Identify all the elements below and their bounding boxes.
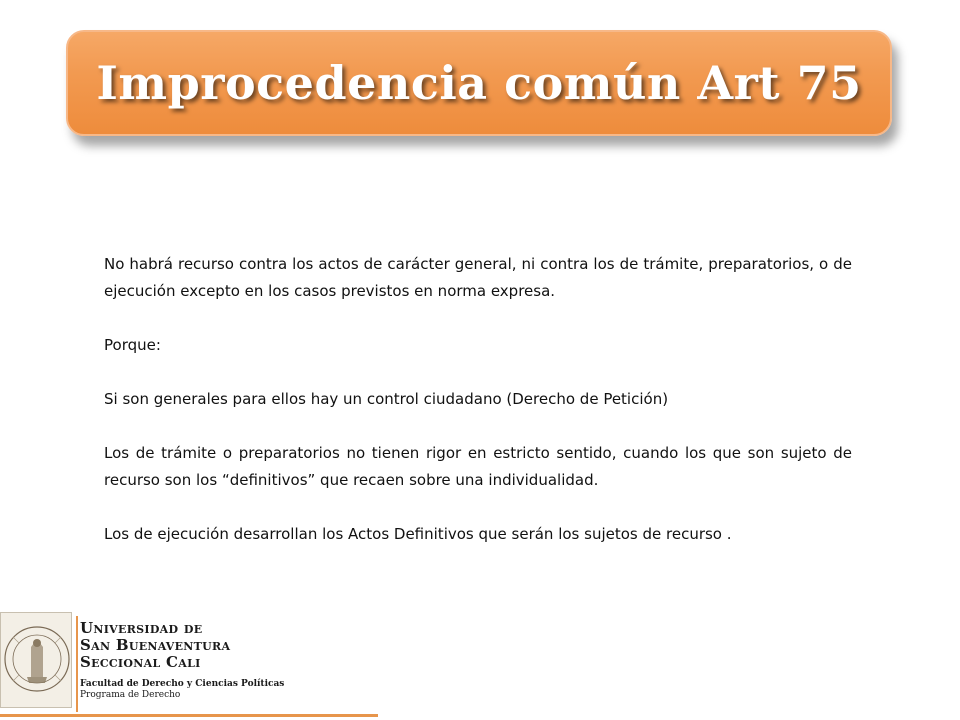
paragraph-intro: No habrá recurso contra los actos de carácter general, ni contra los de trámite, preparatorios, o de ejecución excepto en los casos previstos en norma expresa. — [104, 255, 852, 300]
program-name: Programa de Derecho — [80, 690, 181, 700]
paragraph-porque: Porque: — [104, 336, 161, 354]
logo-divider-vertical — [76, 616, 78, 712]
university-line-3: Seccional Cali — [80, 653, 201, 671]
university-name — [80, 620, 284, 701]
slide-title: Improcedencia común Art 75 — [96, 56, 862, 110]
university-line-2: San Buenaventura — [80, 636, 231, 654]
paragraph-ejecucion: Los de ejecución desarrollan los Actos Definitivos que serán los sujetos de recurso . — [104, 525, 732, 543]
logo-divider-horizontal — [0, 714, 378, 717]
slide-body — [104, 251, 852, 575]
title-banner — [66, 30, 892, 136]
university-logo — [0, 612, 380, 720]
paragraph-generales: Si son generales para ellos hay un control ciudadano (Derecho de Petición) — [104, 390, 669, 408]
university-line-1: Universidad de — [80, 619, 203, 637]
faculty-name: Facultad de Derecho y Ciencias Políticas — [80, 679, 285, 689]
paragraph-tramite: Los de trámite o preparatorios no tienen rigor en estricto sentido, cuando los que son sujeto de recurso son los “definitivos” que recaen sobre una individualidad. — [104, 444, 852, 489]
university-seal-icon — [0, 612, 72, 708]
